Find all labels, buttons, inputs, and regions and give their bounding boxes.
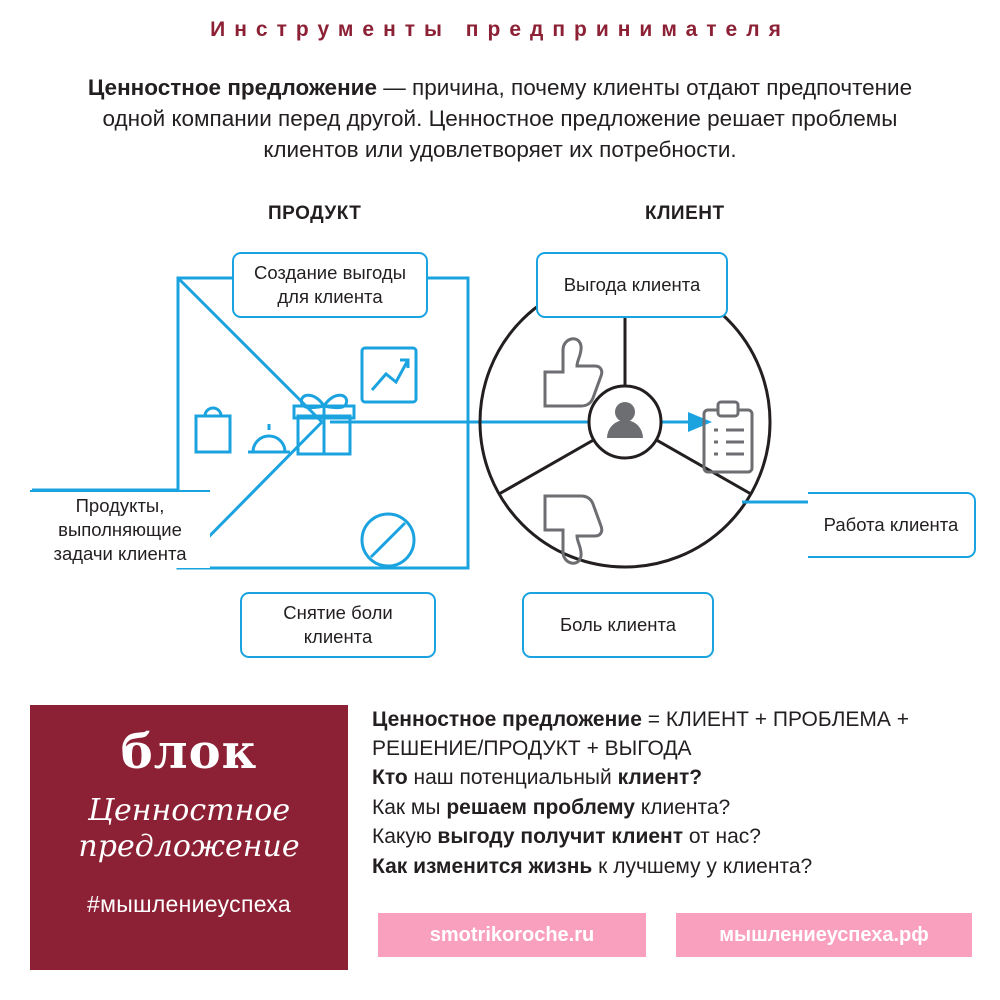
box-client-work: Работа клиента bbox=[808, 492, 976, 558]
products-line-1: Продукты, bbox=[75, 495, 165, 516]
q5-rest: к лучшему у клиента? bbox=[592, 854, 813, 878]
block-subtitle-line-1: Ценностное bbox=[87, 793, 291, 828]
block-word: блок bbox=[120, 724, 258, 780]
thumbs-down-icon bbox=[545, 496, 602, 563]
page-title: Инструменты предпринимателя bbox=[210, 18, 790, 41]
q4-rest: Какую bbox=[372, 825, 438, 848]
question-row-5 bbox=[372, 853, 972, 882]
site-button-myshlenieuspeha[interactable]: мышлениеуспеха.рф bbox=[676, 913, 972, 957]
products-line-2: выполняющие bbox=[58, 519, 182, 540]
q3-tail: клиента? bbox=[634, 795, 731, 819]
gift-icon bbox=[294, 395, 354, 454]
question-row-1 bbox=[372, 706, 972, 763]
client-column-title: КЛИЕНТ bbox=[645, 203, 725, 224]
value-proposition-diagram bbox=[0, 230, 1000, 670]
intro-paragraph bbox=[60, 72, 940, 165]
q1-bold: Ценностное предложение bbox=[372, 708, 642, 731]
product-column-title: ПРОДУКТ bbox=[268, 203, 362, 224]
q2-rest: наш потенциальный bbox=[407, 766, 618, 789]
block-subtitle bbox=[78, 793, 299, 865]
block-subtitle-line-2: предложение bbox=[78, 829, 300, 864]
q3-bold-mid: решаем проблему bbox=[446, 795, 635, 819]
box-pain-relief: Снятие боли клиента bbox=[240, 592, 436, 658]
intro-rest: — причина, почему клиенты отдают предпочтение одной компании перед другой. Ценностное предложение решает проблемы клиентов или удовлетворяет их потребности. bbox=[102, 75, 913, 162]
question-row-3 bbox=[372, 794, 972, 823]
chart-up-icon bbox=[362, 348, 416, 402]
block-card bbox=[30, 705, 348, 970]
thumbs-up-icon bbox=[545, 339, 602, 406]
q5-bold: Как изменится жизнь bbox=[372, 854, 593, 878]
products-line-3: задачи клиента bbox=[53, 543, 187, 564]
intro-lead: Ценностное предложение bbox=[87, 75, 378, 100]
question-row-4 bbox=[372, 823, 972, 852]
clipboard-icon bbox=[704, 402, 752, 472]
q1-rest: = КЛИЕНТ + ПРОБЛЕМА + РЕШЕНИЕ/ПРОДУКТ + ВЫГОДА bbox=[372, 708, 910, 760]
box-client-benefit: Выгода клиента bbox=[536, 252, 728, 318]
q2-bold: Кто bbox=[372, 766, 408, 789]
no-entry-icon bbox=[362, 514, 414, 566]
box-client-pain: Боль клиента bbox=[522, 592, 714, 658]
q3-rest: Как мы bbox=[372, 795, 447, 819]
site-button-smotrikoroche[interactable]: smotrikoroche.ru bbox=[378, 913, 646, 957]
q2-bold-suffix: клиент? bbox=[617, 766, 703, 789]
service-bell-icon bbox=[248, 424, 290, 452]
box-create-benefit: Создание выгоды для клиента bbox=[232, 252, 428, 318]
block-hashtag: #мышлениеуспеха bbox=[87, 891, 291, 917]
box-products-tasks bbox=[30, 490, 210, 568]
q4-tail: от нас? bbox=[683, 825, 761, 848]
q4-bold-mid: выгоду получит клиент bbox=[437, 825, 684, 848]
question-row-2 bbox=[372, 764, 972, 793]
shopping-bag-icon bbox=[196, 408, 230, 452]
question-list bbox=[372, 706, 972, 882]
